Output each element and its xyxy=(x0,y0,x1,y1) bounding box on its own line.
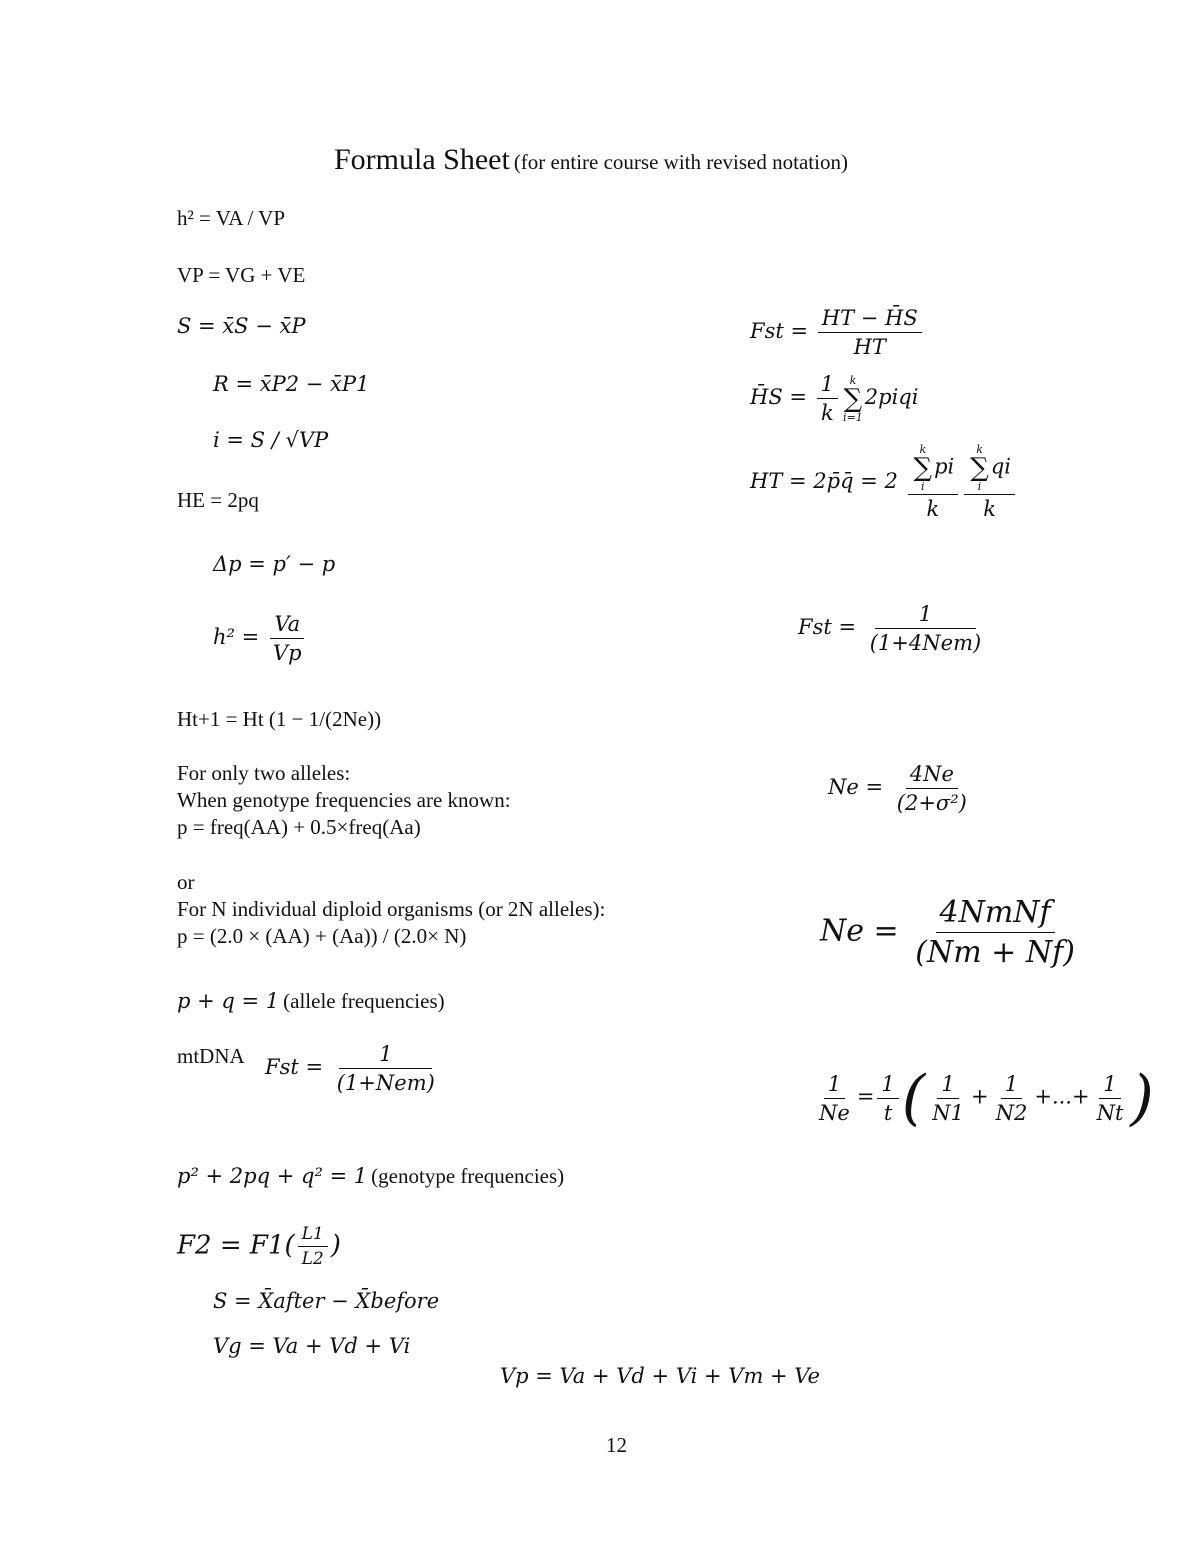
ne-harm-n2: N2 xyxy=(995,1100,1028,1125)
mtdna-label: mtDNA xyxy=(177,1044,245,1068)
ne-harmonic-mean: $\frac{1}{Ne}$ = $\frac{1}{t}$ ( $\frac{1}{N1}$ + $\frac{1}{N2}$ +...+ $\frac{1}{Nt}$ ) xyxy=(812,1068,1154,1128)
ne-harm-one-2: 1 xyxy=(1001,1072,1022,1099)
heterozygosity-decay: Ht+1 = Ht (1 − 1/(2Ne)) xyxy=(177,707,382,731)
allele-freq-eq: p + q = 1 xyxy=(177,989,280,1013)
mtdna-fst-num: 1 xyxy=(339,1042,432,1069)
ht-p-num xyxy=(908,444,959,495)
ht-p-den: k xyxy=(926,497,940,521)
expected-heterozygosity: HE = 2pq xyxy=(177,488,259,512)
mtdna-fst-lhs: Fst = xyxy=(265,1055,324,1079)
f2-rhs: ) xyxy=(330,1230,341,1261)
f2-frac xyxy=(298,1224,328,1269)
h2-lhs: h² = xyxy=(213,625,260,649)
ht-q-den: k xyxy=(983,497,996,521)
ne-harm-n1: N1 xyxy=(932,1100,964,1125)
or-text: or xyxy=(177,870,195,894)
response-to-selection: R = x̄P2 − x̄P1 xyxy=(213,372,370,396)
selection-intensity: i = S / √VP xyxy=(213,428,329,452)
ne-harm-lhs-den: Ne xyxy=(819,1100,850,1125)
h2-den: Vp xyxy=(272,641,302,665)
title-main: Formula Sheet xyxy=(334,143,510,176)
ne-harm-t-den: t xyxy=(883,1100,893,1125)
selection-after-before: S = X̄after − X̄before xyxy=(213,1289,440,1313)
ne-harm-one-t: 1 xyxy=(1099,1072,1120,1099)
delta-p: Δp = p′ − p xyxy=(213,552,336,576)
allele-frequencies xyxy=(177,988,445,1015)
fst-het-lhs: Fst = xyxy=(750,319,809,343)
f2-den: L2 xyxy=(301,1249,324,1269)
fst-island-frac xyxy=(866,602,985,655)
fst-het-num: HT − H̄S xyxy=(818,306,922,333)
mtdna-fst xyxy=(265,1042,442,1095)
ne-sex-frac xyxy=(911,895,1079,970)
ht-p-sum-top: k xyxy=(919,443,927,456)
hs-sum-bot: i=1 xyxy=(843,410,863,424)
h2-frac xyxy=(269,612,306,665)
ne-harm-ellipsis: ... xyxy=(1051,1084,1072,1109)
fst-het-den: HT xyxy=(853,335,886,359)
hs-bar-num: 1 xyxy=(817,372,838,399)
hw-note: (genotype frequencies) xyxy=(371,1164,565,1188)
ht-q-sum-icon: k ∑ i xyxy=(970,443,989,493)
ne-variance-frac xyxy=(893,762,971,815)
phenotypic-variance-full: Vp = Va + Vd + Vi + Vm + Ve xyxy=(500,1364,820,1388)
f2-lhs: F2 = F1( xyxy=(177,1230,295,1261)
phenotypic-variance: VP = VG + VE xyxy=(177,263,306,287)
ne-harm-one-1: 1 xyxy=(937,1072,958,1099)
heritability-fraction xyxy=(213,612,309,665)
genotype-known: When genotype frequencies are known: xyxy=(177,788,511,812)
ht-q-sum-bot: i xyxy=(977,480,982,493)
fst-island-den: (1+4Nem) xyxy=(869,631,982,655)
hs-sum-top: k xyxy=(849,373,857,387)
n-individuals: For N individual diploid organisms (or 2N alleles): xyxy=(177,897,606,921)
fst-island-num: 1 xyxy=(875,602,976,629)
genetic-variance: Vg = Va + Vd + Vi xyxy=(213,1334,411,1358)
f2-formula xyxy=(177,1224,341,1269)
heritability-ratio: h² = VA / VP xyxy=(177,206,286,230)
ne-sex-ratio xyxy=(820,895,1082,970)
ne-harm-t-num: 1 xyxy=(877,1072,898,1099)
ne-sex-lhs: Ne = xyxy=(820,913,899,949)
hs-bar-frac xyxy=(817,372,838,425)
ht-p-term: pi xyxy=(934,454,955,479)
hs-bar-term: 2piqi xyxy=(864,385,919,409)
mtdna-fst-den: (1+Nem) xyxy=(336,1071,435,1095)
hw-eq: p² + 2pq + q² = 1 xyxy=(177,1164,368,1188)
ne-variance-lhs: Ne = xyxy=(828,775,884,799)
ne-harm-lhs-num: 1 xyxy=(824,1072,845,1099)
title-sub: (for entire course with revised notation) xyxy=(513,150,848,174)
page-title xyxy=(334,143,848,177)
hs-bar-den: k xyxy=(820,401,834,425)
ht-p-frac xyxy=(908,444,959,521)
p-formula-2: p = (2.0 × (AA) + (Aa)) / (2.0× N) xyxy=(177,924,467,948)
ne-sex-den: (Nm + Nf) xyxy=(915,935,1075,970)
h2-num: Va xyxy=(270,612,304,639)
ht-lhs: HT = 2p̄q̄ = 2 xyxy=(750,469,898,493)
ne-variance-den: (2+σ²) xyxy=(896,791,967,815)
ht-q-num xyxy=(964,444,1015,495)
ne-sex-num: 4NmNf xyxy=(936,895,1055,933)
fst-heterozygosity xyxy=(750,306,925,359)
ht-formula xyxy=(750,444,1018,521)
fst-island-lhs: Fst = xyxy=(798,615,857,639)
ne-harm-lhs-frac xyxy=(815,1072,854,1125)
ht-q-term: qi xyxy=(990,454,1011,479)
hs-bar-formula xyxy=(750,372,918,425)
selection-differential: S = x̄S − x̄P xyxy=(177,314,306,338)
p-formula-1: p = freq(AA) + 0.5×freq(Aa) xyxy=(177,815,421,839)
allele-freq-note: (allele frequencies) xyxy=(283,989,445,1013)
mtdna-fst-frac xyxy=(333,1042,439,1095)
hardy-weinberg xyxy=(177,1163,564,1190)
ht-q-frac xyxy=(964,444,1015,521)
ne-harm-term-1 xyxy=(928,1072,968,1125)
two-alleles-intro: For only two alleles: xyxy=(177,761,351,785)
ne-variance-num: 4Ne xyxy=(906,762,958,789)
hs-bar-lhs: H̄S = xyxy=(750,385,807,409)
ne-harm-t-frac xyxy=(877,1072,898,1125)
hs-sum-icon: k ∑ i=1 xyxy=(843,373,863,424)
ht-p-sum-bot: i xyxy=(921,480,925,493)
ne-variance xyxy=(828,762,974,815)
fst-island-model xyxy=(798,602,988,655)
ne-harm-term-t xyxy=(1093,1072,1128,1125)
ht-p-sum-icon: k ∑ i xyxy=(913,443,933,493)
page-number: 12 xyxy=(606,1433,627,1457)
ht-q-sum-top: k xyxy=(976,443,983,456)
ne-harm-nt: Nt xyxy=(1096,1100,1124,1125)
f2-num: L1 xyxy=(298,1224,328,1247)
fst-het-frac xyxy=(818,306,922,359)
ne-harm-term-2 xyxy=(992,1072,1032,1125)
